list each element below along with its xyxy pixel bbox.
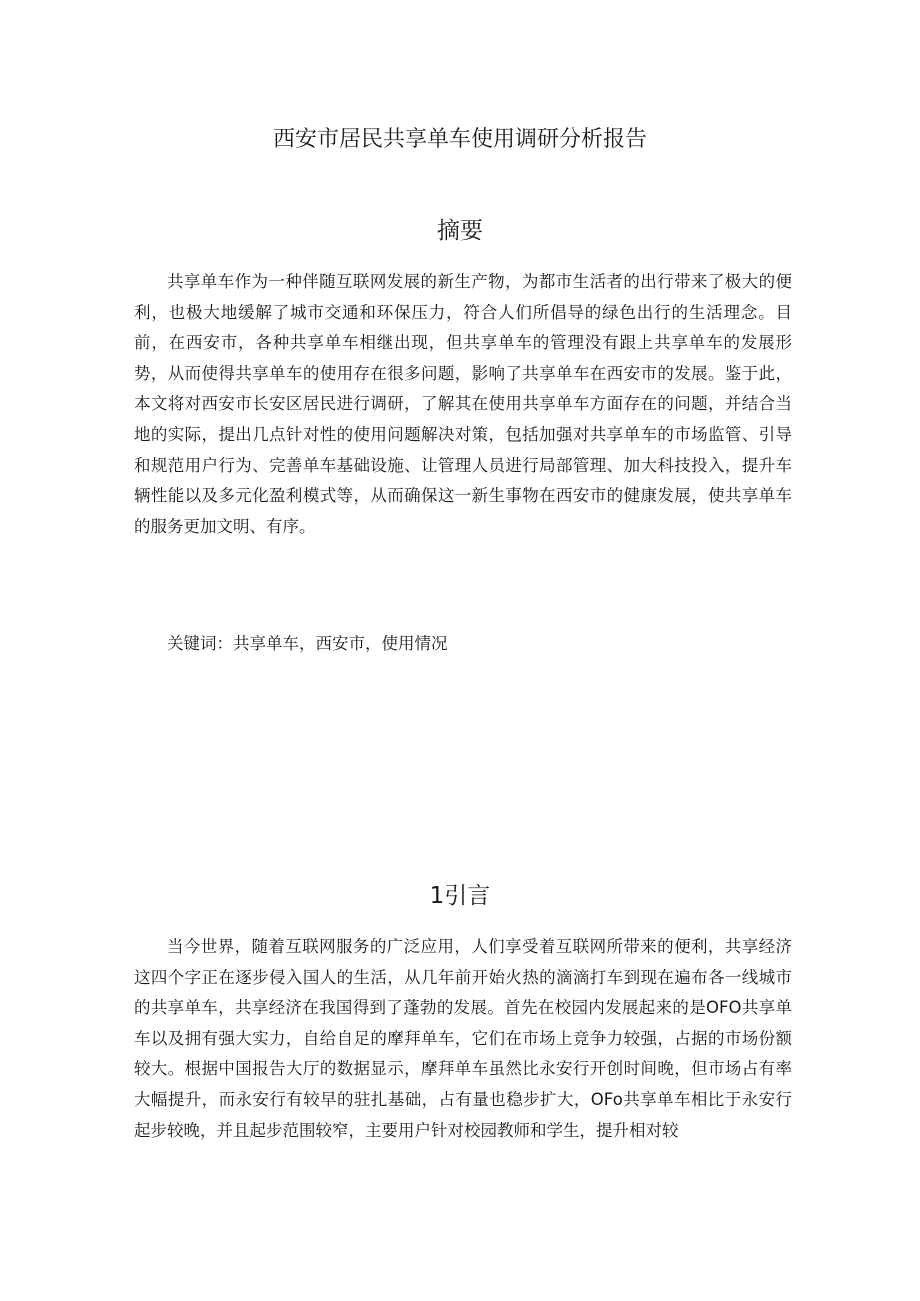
abstract-heading: 摘要 bbox=[437, 218, 483, 244]
document-title: 西安市居民共享单车使用调研分析报告 bbox=[272, 127, 647, 152]
abstract-body: 共享单车作为一种伴随互联网发展的新生产物，为都市生活者的出行带来了极大的便利，也极大地缓解了城市交通和环保压力，符合人们所倡导的绿色出行的生活理念。目前，在西安市，各种共享单车相继出现，但共享单车的管理没有跟上共享单车的发展形势，从而使得共享单车的使用存在很多问题，影响了共享单车在西安市的发展。鉴于此，本文将对西安市长安区居民进行调研，了解其在使用共享单车方面存在的问题，并结合当地的实际，提出几点针对性的使用问题解决对策，包括加强对共享单车的市场监管、引导和规范用户行为、完善单车基础设施、让管理人员进行局部管理、加大科技投入，提升车辆性能以及多元化盈利模式等，从而确保这一新生事物在西安市的健康发展，使共享单车的服务更加文明、有序。 bbox=[134, 272, 792, 536]
keywords-line: 关键词：共享单车，西安市，使用情况 bbox=[167, 634, 448, 653]
introduction-heading: 1引言 bbox=[429, 883, 491, 909]
introduction-body: 当今世界，随着互联网服务的广泛应用，人们享受着互联网所带来的便利，共享经济这四个字正在逐步侵入国人的生活，从几年前开始火热的滴滴打车到现在遍布各一线城市的共享单车，共享经济在我国得到了蓬勃的发展。首先在校园内发展起来的是OFO共享单车以及拥有强大实力，自给自足的摩拜单车，它们在市场上竞争力较强，占据的市场份额较大。根据中国报告大厅的数据显示，摩拜单车虽然比永安行开创时间晚，但市场占有率大幅提升，而永安行有较早的驻扎基础，占有量也稳步扩大，OFo共享单车相比于永安行起步较晚，并且起步范围较窄，主要用户针对校园教师和学生，提升相对较 bbox=[134, 937, 792, 1140]
